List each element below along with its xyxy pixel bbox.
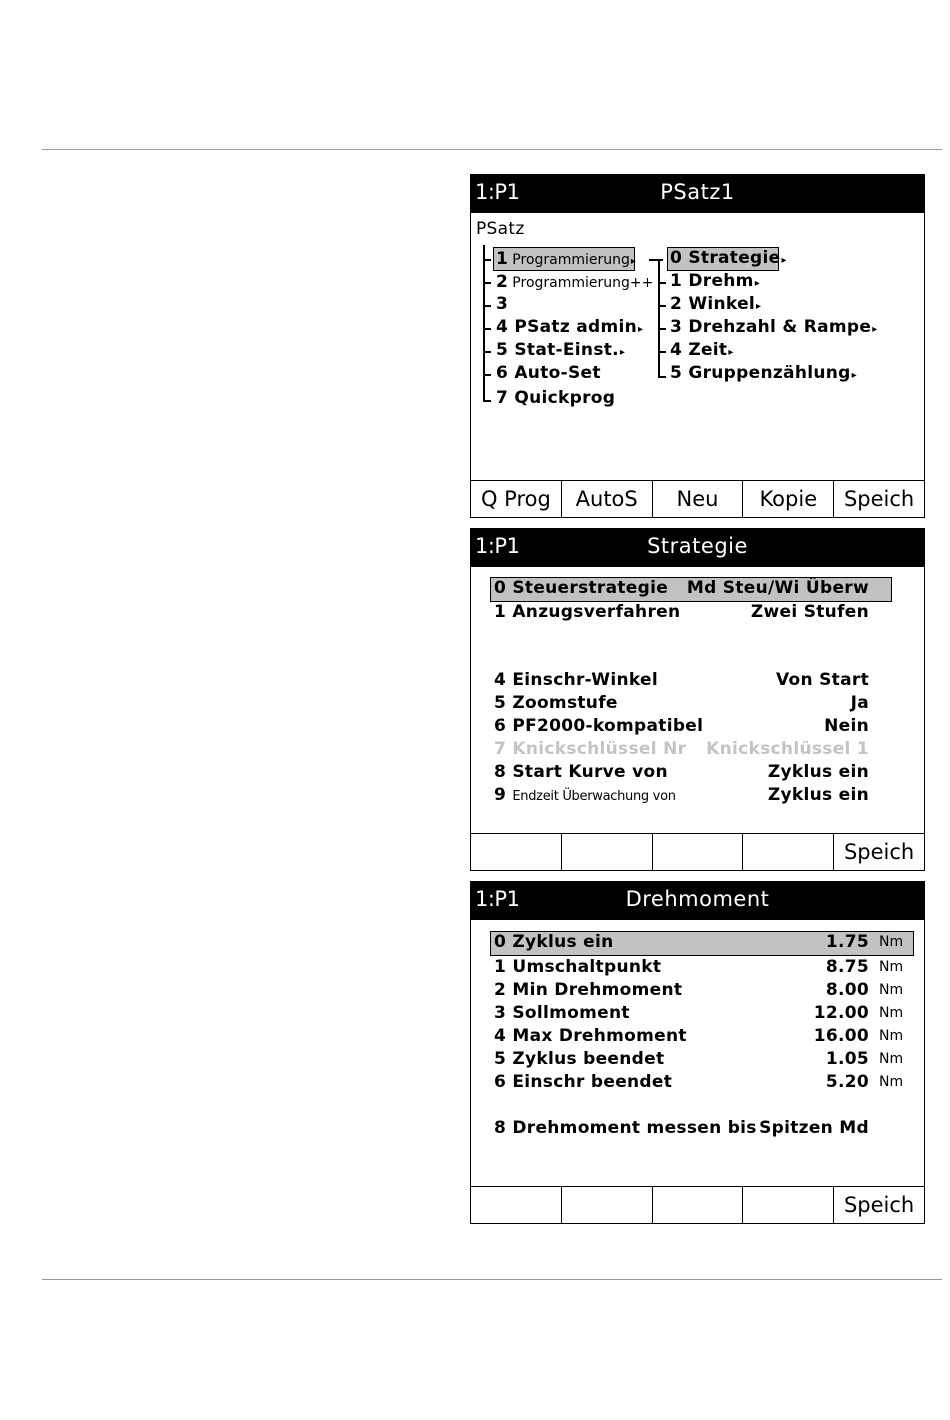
menu-item-3[interactable]: 3 (496, 294, 509, 314)
row-sollmoment-value[interactable]: 12.00 (813, 1003, 869, 1023)
softkey-speich[interactable]: Speich (843, 487, 915, 511)
submenu-arrow-icon: ▸ (851, 370, 857, 381)
submenu-item-drehzahl-rampe[interactable] (670, 317, 878, 337)
row-steuerstrategie-value[interactable]: Md Steu/Wi Überw (686, 578, 869, 598)
tree-branch (658, 282, 666, 284)
row-sollmoment-label[interactable]: 3 Sollmoment (494, 1003, 630, 1023)
row-zyklus-ein-value[interactable]: 1.75 (825, 932, 869, 952)
screen-title: Strategie (647, 534, 748, 558)
title-bar (471, 175, 924, 213)
tree-branch (483, 282, 491, 284)
menu-item-text: Programmierung++ (512, 275, 654, 291)
row-endzeit-label[interactable] (494, 785, 676, 805)
softkey-q-prog[interactable]: Q Prog (471, 481, 562, 517)
top-divider (42, 149, 942, 150)
softkey-bar (471, 480, 924, 517)
row-endzeit-value[interactable]: Zyklus ein (767, 785, 869, 805)
softkey-autos[interactable]: AutoS (562, 481, 653, 517)
unit-label: Nm (879, 1074, 904, 1090)
row-max-drehmoment-label[interactable]: 4 Max Drehmoment (494, 1026, 687, 1046)
program-id: 1:P1 (475, 887, 520, 911)
tree-branch (483, 328, 491, 330)
row-pf2000-value[interactable]: Nein (824, 716, 869, 736)
row-start-kurve-label[interactable]: 8 Start Kurve von (494, 762, 668, 782)
tree-branch (658, 351, 666, 353)
row-umschaltpunkt-value[interactable]: 8.75 (825, 957, 869, 977)
softkey-1[interactable] (471, 1187, 562, 1223)
menu-item-label: 4 Zeit (670, 340, 728, 360)
softkey-speich[interactable]: Speich (843, 1193, 915, 1217)
softkey-4[interactable] (743, 1187, 834, 1223)
menu-item-programmierung-plus[interactable]: 2 Programmierung++ (496, 272, 654, 292)
submenu-arrow-icon: ▸ (638, 324, 644, 335)
menu-item-stat-einst[interactable] (496, 340, 625, 360)
tree-line (483, 245, 485, 401)
strategie-screen (470, 528, 925, 871)
tree-branch (483, 259, 491, 261)
row-zyklus-ein-label[interactable]: 0 Zyklus ein (494, 932, 614, 952)
softkey-kopie[interactable]: Kopie (743, 481, 834, 517)
drehmoment-screen (470, 881, 925, 1224)
softkey-4[interactable] (743, 834, 834, 870)
softkey-neu[interactable]: Neu (653, 481, 744, 517)
row-einschr-beendet-label[interactable]: 6 Einschr beendet (494, 1072, 673, 1092)
tree-branch (658, 328, 666, 330)
menu-item-label: 4 PSatz admin (496, 317, 638, 337)
tree-branch (483, 305, 491, 307)
submenu-item-zeit[interactable] (670, 340, 734, 360)
menu-item-label: 3 Drehzahl & Rampe (670, 317, 872, 337)
row-zoomstufe-value[interactable]: Ja (850, 693, 869, 713)
softkey-2[interactable] (562, 834, 653, 870)
menu-item-label: 5 Gruppenzählung (670, 363, 851, 383)
submenu-arrow-icon: ▸ (754, 278, 761, 289)
program-id: 1:P1 (475, 534, 520, 558)
row-zoomstufe-label[interactable]: 5 Zoomstufe (494, 693, 618, 713)
softkey-speich[interactable]: Speich (843, 840, 915, 864)
softkey-bar (471, 1186, 924, 1223)
row-anzugsverfahren-label[interactable]: 1 Anzugsverfahren (494, 602, 681, 622)
tree-branch (483, 351, 491, 353)
row-zyklus-beendet-value[interactable]: 1.05 (825, 1049, 869, 1069)
submenu-arrow-icon: ▸ (630, 256, 636, 267)
unit-label: Nm (879, 1051, 904, 1067)
unit-label: Nm (879, 982, 904, 998)
screen-title: PSatz1 (660, 180, 735, 204)
row-pf2000-label[interactable]: 6 PF2000-kompatibel (494, 716, 704, 736)
tree-branch (483, 374, 491, 376)
submenu-arrow-icon: ▸ (872, 324, 878, 335)
submenu-arrow-icon: ▸ (756, 301, 762, 312)
submenu-item-strategie[interactable] (670, 248, 787, 268)
psatz-screen (470, 174, 925, 518)
menu-item-quickprog[interactable]: 7 Quickprog (496, 388, 616, 408)
row-start-kurve-value[interactable]: Zyklus ein (767, 762, 869, 782)
row-einschr-beendet-value[interactable]: 5.20 (825, 1072, 869, 1092)
submenu-tree-line (658, 259, 660, 377)
softkey-3[interactable] (653, 1187, 744, 1223)
row-steuerstrategie-label[interactable]: 0 Steuerstrategie (494, 578, 669, 598)
submenu-arrow-icon: ▸ (619, 347, 626, 358)
row-min-drehmoment-label[interactable]: 2 Min Drehmoment (494, 980, 683, 1000)
submenu-item-gruppenzaehlung[interactable] (670, 363, 857, 383)
submenu-item-winkel[interactable] (670, 294, 761, 314)
row-zyklus-beendet-label[interactable]: 5 Zyklus beendet (494, 1049, 665, 1069)
softkey-3[interactable] (653, 834, 744, 870)
tree-branch (658, 376, 666, 378)
menu-item-psatz-admin[interactable] (496, 317, 643, 337)
menu-item-label: 5 Stat-Einst. (496, 340, 619, 360)
menu-item-programmierung[interactable]: 1 Programmierung▸ (496, 249, 636, 269)
menu-item-auto-set[interactable]: 6 Auto-Set (496, 363, 601, 383)
menu-root-label: PSatz (476, 219, 525, 239)
submenu-item-drehm[interactable] (670, 271, 760, 291)
row-number: 9 (494, 785, 507, 805)
row-umschaltpunkt-label[interactable]: 1 Umschaltpunkt (494, 957, 662, 977)
row-einschr-winkel-value[interactable]: Von Start (776, 670, 869, 690)
row-einschr-winkel-label[interactable]: 4 Einschr-Winkel (494, 670, 658, 690)
unit-label: Nm (879, 959, 904, 975)
menu-item-label: 0 Strategie (670, 248, 781, 268)
program-id: 1:P1 (475, 180, 520, 204)
row-messen-bis-value[interactable]: Spitzen Md (759, 1118, 869, 1138)
unit-label: Nm (879, 934, 904, 950)
screen-title: Drehmoment (625, 887, 770, 911)
submenu-arrow-icon: ▸ (781, 255, 787, 266)
softkey-1[interactable] (471, 834, 562, 870)
menu-item-text: Programmierung (512, 252, 630, 268)
row-knickschluessel-label: 7 Knickschlüssel Nr (494, 739, 687, 759)
row-text: Endzeit Überwachung von (512, 789, 676, 804)
tree-branch (483, 400, 491, 402)
row-knickschluessel-value: Knickschlüssel 1 (706, 739, 869, 759)
unit-label: Nm (879, 1005, 904, 1021)
tree-branch (658, 305, 666, 307)
submenu-connector (649, 259, 663, 261)
row-anzugsverfahren-value[interactable]: Zwei Stufen (750, 602, 869, 622)
menu-item-label: 2 Winkel (670, 294, 756, 314)
unit-label: Nm (879, 1028, 904, 1044)
title-bar (471, 529, 924, 567)
row-messen-bis-label[interactable]: 8 Drehmoment messen bis (494, 1118, 757, 1138)
softkey-bar (471, 833, 924, 870)
menu-item-label: 1 Drehm (670, 271, 754, 291)
submenu-arrow-icon: ▸ (728, 347, 734, 358)
title-bar (471, 882, 924, 920)
row-min-drehmoment-value[interactable]: 8.00 (825, 980, 869, 1000)
softkey-2[interactable] (562, 1187, 653, 1223)
bottom-divider (42, 1279, 942, 1280)
row-max-drehmoment-value[interactable]: 16.00 (813, 1026, 869, 1046)
